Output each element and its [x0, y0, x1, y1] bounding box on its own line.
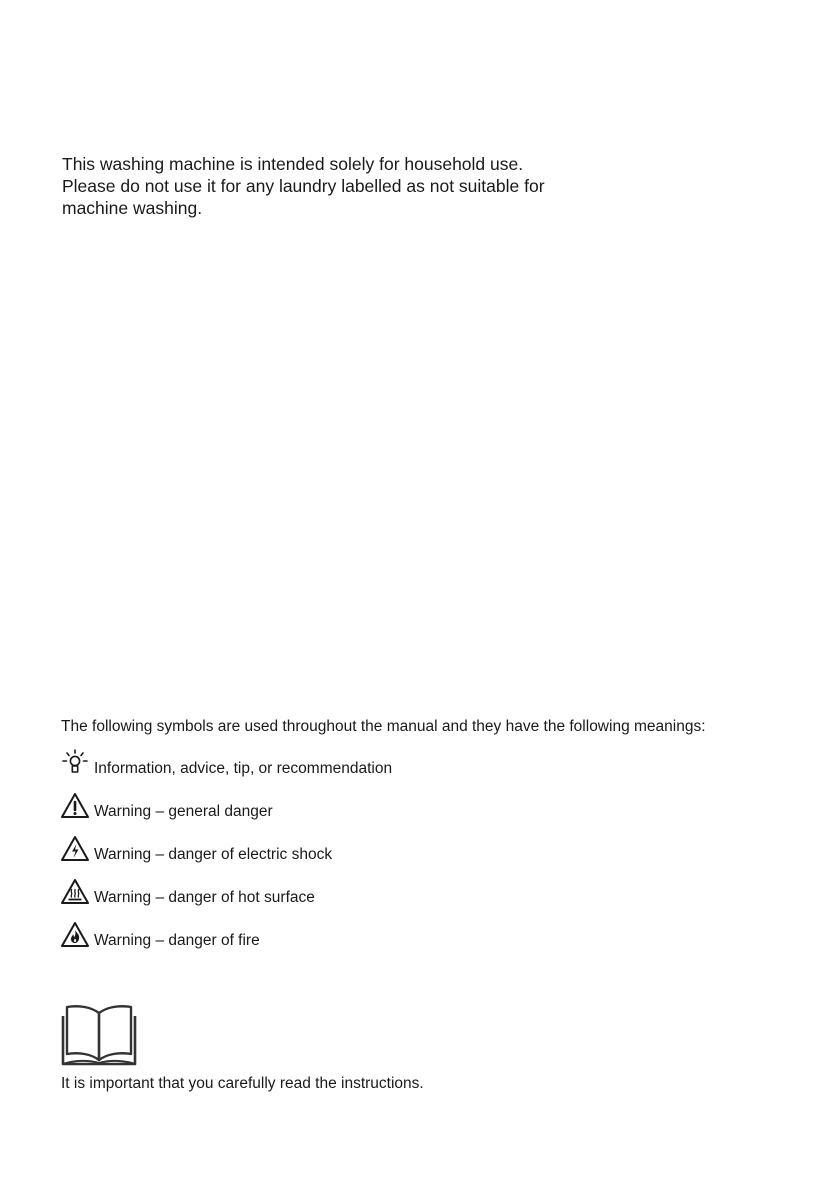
read-manual-icon [61, 1003, 137, 1066]
intro-text [62, 153, 622, 219]
symbol-label: Information, advice, tip, or recommendation [94, 760, 393, 777]
symbol-row-hot-surface [60, 877, 620, 907]
general-danger-icon [60, 791, 90, 821]
symbol-label: Warning – danger of hot surface [94, 889, 315, 906]
electric-shock-icon [60, 834, 90, 864]
symbol-row-general-danger [60, 791, 620, 821]
symbol-row-fire [60, 920, 620, 950]
symbols-heading: The following symbols are used throughout the manual and they have the following meanings: [61, 718, 706, 735]
symbol-label: Warning – general danger [94, 803, 273, 820]
intro-line: machine washing. [62, 198, 203, 218]
hot-surface-icon [60, 877, 90, 907]
symbol-row-info [60, 748, 620, 778]
intro-line: This washing machine is intended solely for household use. [62, 154, 524, 174]
symbol-label: Warning – danger of fire [94, 932, 260, 949]
lightbulb-icon [60, 748, 90, 778]
symbol-row-electric-shock [60, 834, 620, 864]
symbol-label: Warning – danger of electric shock [94, 846, 333, 863]
fire-icon [60, 920, 90, 950]
intro-line: Please do not use it for any laundry labelled as not suitable for [62, 176, 545, 196]
closing-text: It is important that you carefully read the instructions. [61, 1075, 424, 1092]
